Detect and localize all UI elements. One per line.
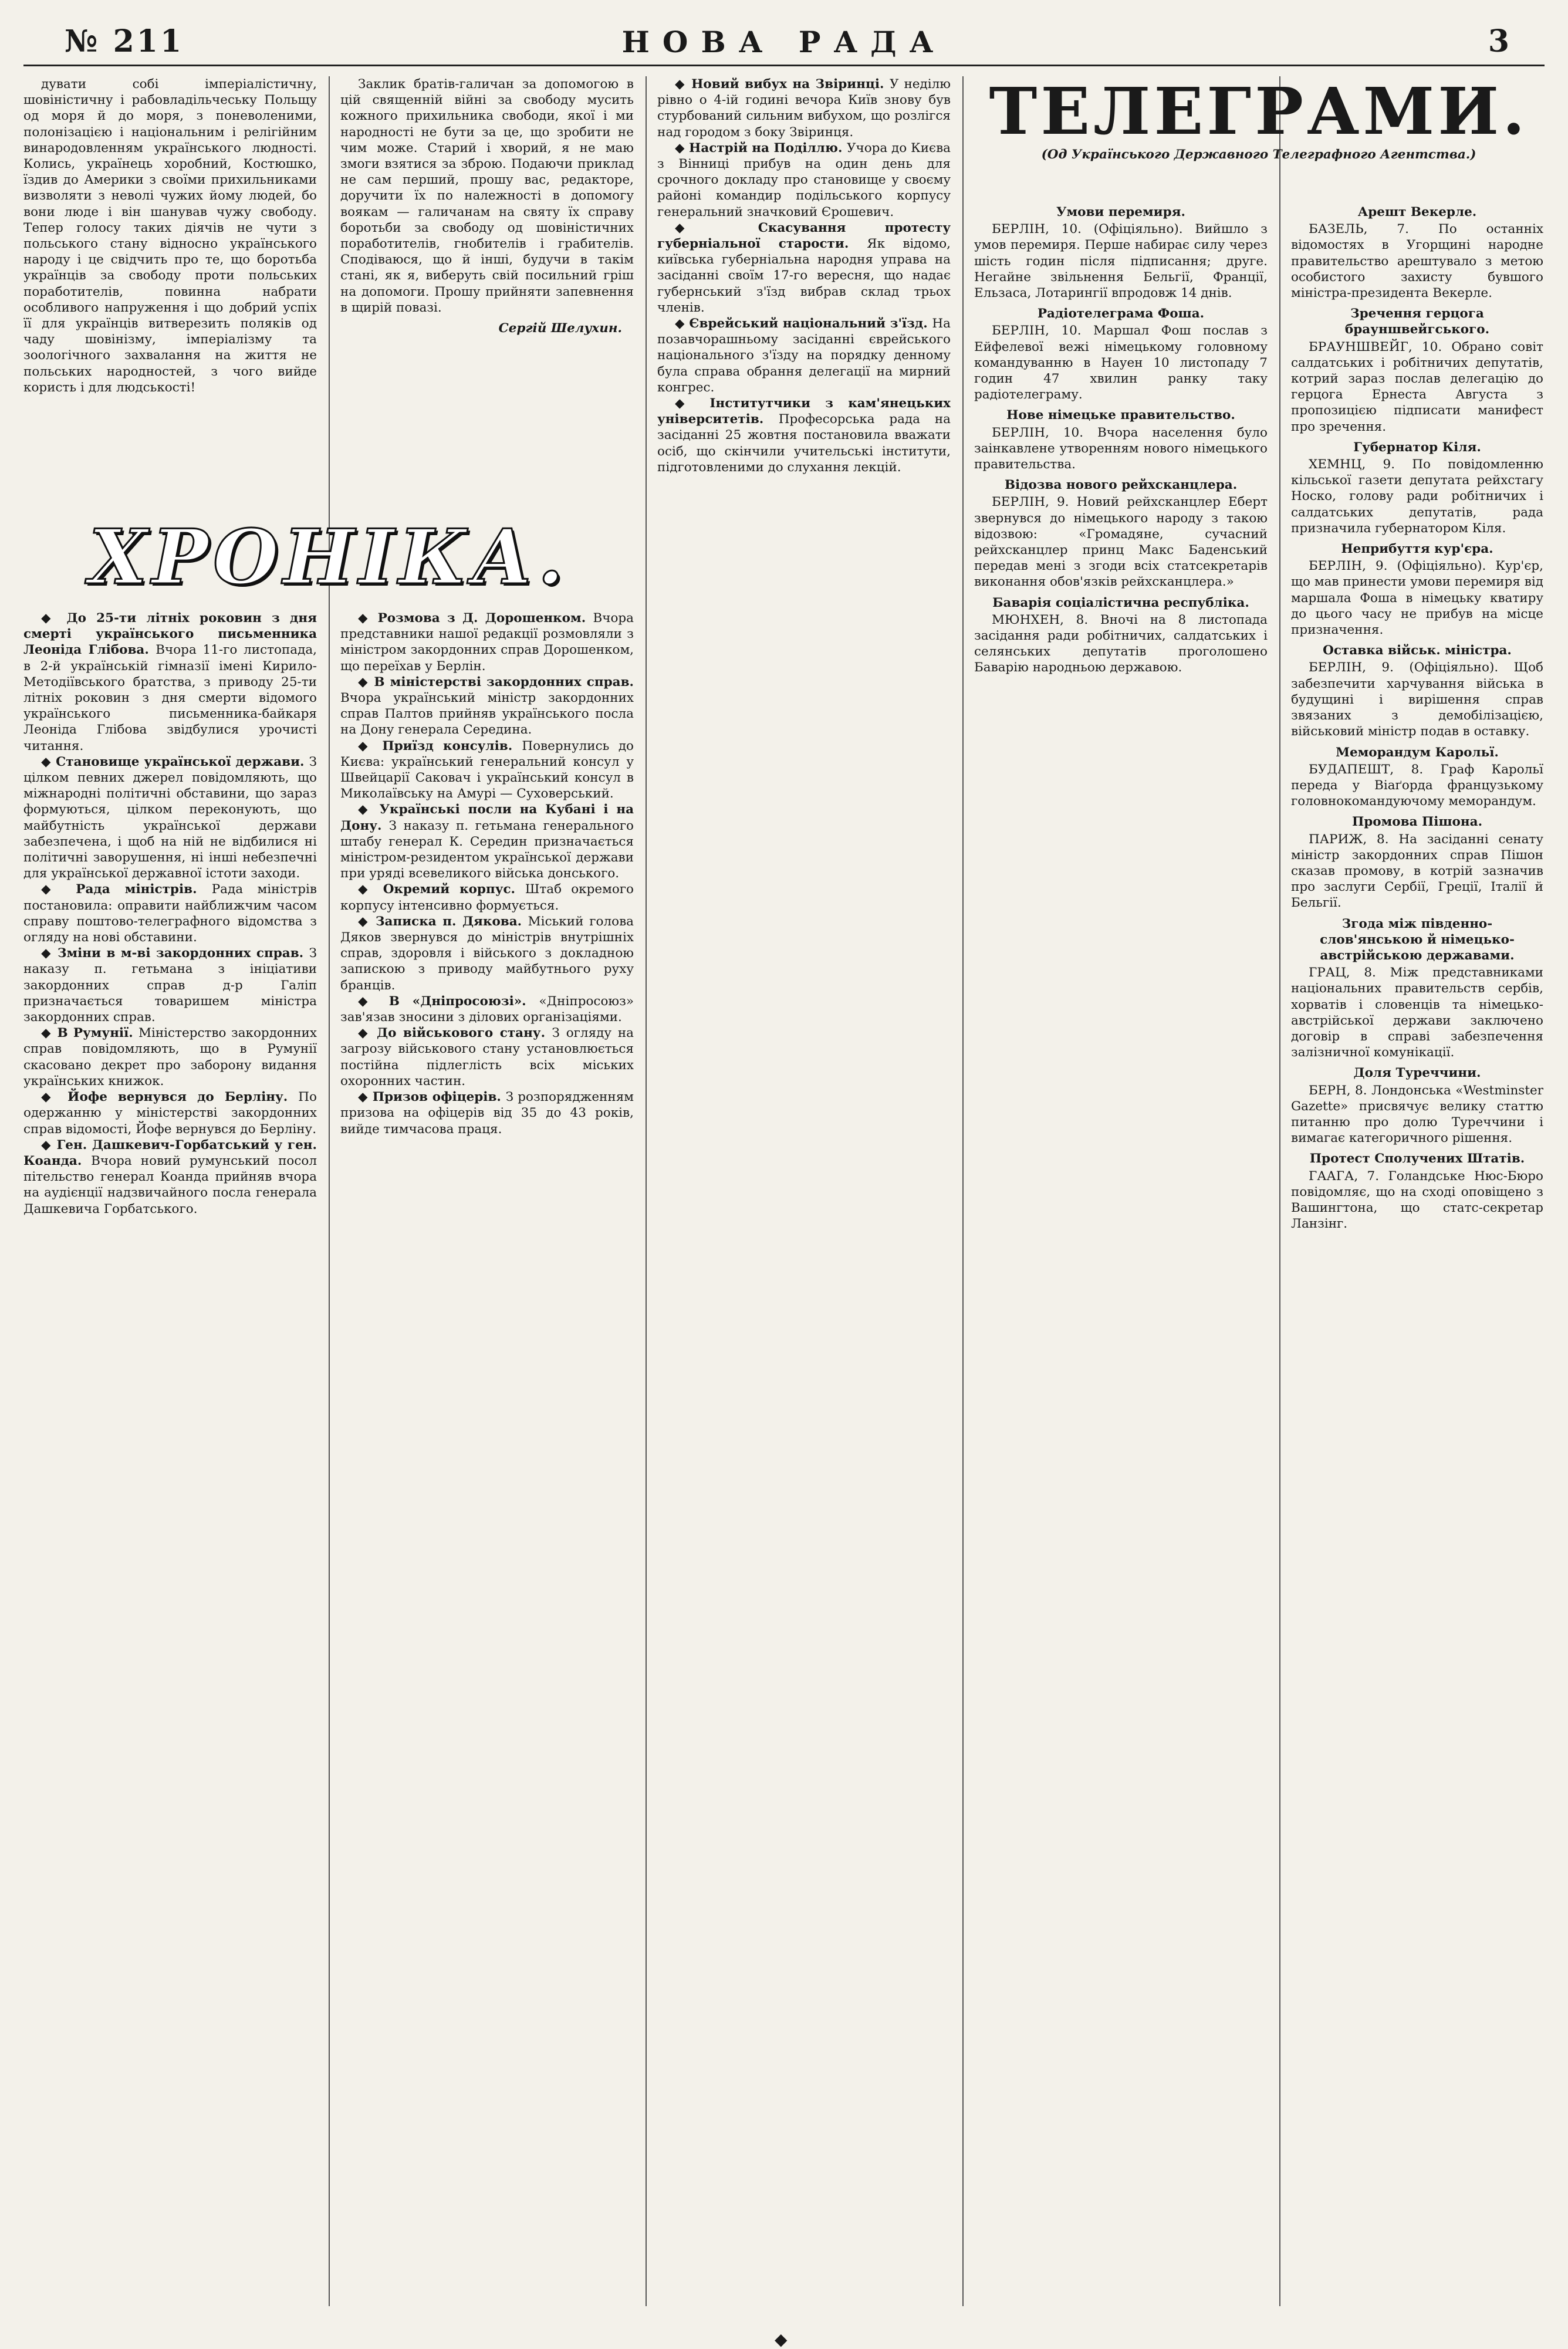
news-item-text: У неділю рівно о 4-ій годині вечора Київ знову був стурбований сильним вибухом, що розлігся над городом з боку Звіринця. [657, 77, 951, 140]
news-item-heading: ◆ Розмова з Д. Дорошенком. [358, 611, 593, 626]
telegram-heading: Умови перемиря. [1056, 205, 1185, 219]
news-item [23, 881, 317, 945]
news-item-heading: ◆ Інститутчики з кам'янецьких університетів. [657, 396, 951, 427]
telegram-text: БАЗЕЛЬ, 7. По останніх відомостях в Угорщині народне правительство арештувало з метою особистого захисту бувшого міністра-президента Векерле. [1291, 222, 1543, 301]
news-item [23, 754, 317, 882]
telegram-text: БЕРЛІН, 9. (Офіціяльно). Кур'єр, що мав принести умови перемиря від маршала Фоша в німецьку кватиру до цього часу не прибув на місце призначення. [1291, 559, 1543, 638]
telegram-heading: Оставка військ. міністра. [1323, 643, 1512, 658]
news-item-heading: ◆ Йофе вернувся до Берліну. [41, 1090, 299, 1105]
telegram-text: ГААГА, 7. Голандське Нюс-Бюро повідомляє, що на сході оповіщено з Вашингтона, що статс-секретар Ланзінг. [1291, 1168, 1543, 1232]
news-item [340, 802, 634, 881]
news-item-text: З наказу п. гетьмана з ініціативи закордонних справ д-р Галіп призначається товаришем міністра закордонних справ. [23, 946, 317, 1025]
news-item-text: З розпорядженням призова на офіцерів від 35 до 43 років, вийде тимчасова праця. [340, 1090, 634, 1137]
news-item [23, 1089, 317, 1137]
telegram-text: БЕРЛІН, 10. Маршал Фош послав з Ейфелевої вежі німецькому головному командуванню в Науен 10 листопаду 7 годин 47 хвилин ранку таку радіотелеграму. [974, 323, 1268, 403]
telegram-heading: Зречення герцога брауншвейгського. [1344, 306, 1490, 337]
telegram-heading: Промова Пішона. [1351, 814, 1483, 830]
news-item-heading: ◆ До військового стану. [358, 1026, 552, 1041]
news-item [23, 1025, 317, 1089]
signature: Сергій Шелухин. [498, 321, 622, 336]
column-rule [329, 76, 330, 2306]
newspaper-page [23, 23, 1545, 2349]
news-item [657, 396, 951, 475]
telegrams-column-2 [1291, 200, 1543, 2312]
article-text: Заклик братів-галичан за допомогою в цій священній війні за свободу мусить кожного прихильника свободи, якої і ми народності не бути за це, що зробити не чим може. Старий і хворий, я не маю змоги взятися за зброю. Подаючи приклад не сам перший, прошу вас, редакторе, доручити їх по належності в допомогу воякам — галичанам на святу їх справу боротьби за свободу од шовіністичних поработителів, гнобителів і грабителів. Сподіваюся, що й інші, будучи в такім стані, як я, виберуть свій посильний гріш на допомоги. Прошу прийняти запевнення в щирій повазі. [340, 77, 634, 315]
telegram-heading: Радіотелеграма Фоша. [1037, 306, 1205, 322]
news-item-text: З цілком певних джерел повідомляють, що міжнародні політичні обставини, що зараз формуються, цілком переконують, що майбутність української держави забезпечена, і щоб на ній не відбилися ні політичні заворушення, ні інші небезпечні для української державної істоти заходи. [23, 754, 317, 881]
news-item-heading: ◆ Приїзд консулів. [358, 738, 522, 753]
news-item [23, 945, 317, 1025]
news-item [340, 1025, 634, 1089]
footer-ornament: ◆ [775, 2330, 788, 2349]
telegram-heading: Баварія соціалістична республіка. [992, 595, 1249, 610]
news-item-text: Як відомо, київська губерніальна народня управа на засіданні своїм 17-го вересня, що надає губернський з'їзд вибрав склад трьох членів. [657, 236, 951, 315]
telegram-heading: Меморандум Карольї. [1336, 745, 1499, 760]
news-item-heading: ◆ В «Дніпросоюзі». [358, 993, 539, 1009]
telegram-text: БЕРЛІН, 9. Новий рейхсканцлер Еберт звернувся до німецького народу з такою відозвою: «Громадяне, сучасний рейхсканцлер принц Макс Баденський передав мені з згоди всіх статсекретарів виконання обов'язків рейхсканцлера.» [974, 495, 1268, 590]
telegram-text: МЮНХЕН, 8. Вночі на 8 листопада засідання ради робітничих, салдатських і селянських депутатів проголошено Баварію народньою державою. [974, 612, 1268, 675]
telegrams-header [974, 76, 1543, 194]
news-item-text: З огляду на загрозу військового стану установлюється постійна підлеглість всіх міських охоронних частин. [340, 1026, 634, 1089]
news-item [657, 76, 951, 140]
news-item-text: Штаб окремого корпусу інтенсивно формується. [340, 882, 634, 913]
news-item [23, 1137, 317, 1217]
news-item-heading: ◆ Новий вибух на Звіринці. [675, 77, 890, 92]
news-item-heading: ◆ Рада міністрів. [41, 882, 212, 897]
chronika-column-2 [340, 610, 634, 2312]
news-item [340, 881, 634, 913]
news-item-heading: ◆ В міністерстві закордонних справ. [358, 674, 634, 690]
telegram-text: ГРАЦ, 8. Між представниками національних правительств сербів, хорватів і словенців та німецько-австрійської держави заключено договір в справі забезпечення залізничної комунікації. [1291, 965, 1543, 1060]
telegram-heading: Відозва нового рейхсканцлера. [1004, 478, 1238, 493]
telegram-heading: Неприбуття кур'єра. [1341, 542, 1493, 557]
news-item-heading: ◆ В Румунії. [41, 1026, 138, 1041]
news-item-text: Міністерство закордонних справ повідомляють, що в Румунії скасовано декрет про заборону видання українських книжок. [23, 1026, 317, 1089]
news-item-heading: ◆ Скасування протесту губерніальної старости. [657, 220, 951, 252]
news-item [340, 674, 634, 738]
news-item-heading: ◆ Ген. Дашкевич-Горбатський у ген. Коанда. [23, 1137, 317, 1168]
telegrams-column-1 [974, 200, 1268, 2312]
masthead [23, 23, 1545, 66]
news-item [657, 140, 951, 220]
telegram-heading: Протест Сполучених Штатів. [1309, 1151, 1525, 1167]
news-item-text: Рада міністрів постановила: оправити найближчим часом справу поштово-телеграфного відомства з огляду на нові обставини. [23, 882, 317, 945]
news-item-heading: ◆ Єврейський національний з'їзд. [675, 316, 932, 332]
news-item-text: З наказу п. гетьмана генерального штабу генерал К. Середин призначається міністром-резидентом української держави при уряді всевеликого війська донського. [340, 818, 634, 881]
telegram-text: БЕРЛІН, 9. (Офіціяльно). Щоб забезпечити харчування війська в будущині і вирішення справ звязаних з демобілізацією, військовий міністр подав в оставку. [1291, 660, 1543, 739]
news-item-text: Вчора український міністр закордонних справ Палтов прийняв українського посла на Дону генерала Середина. [340, 691, 634, 738]
news-item-heading: ◆ До 25-ти літніх роковин з дня смерті українського письменника Леоніда Глібова. [23, 611, 317, 658]
telegram-text: ХЕМНЦ, 9. По повідомленню кільської газети депутата рейхстагу Носко, голову ради робітничих і салдатських депутатів, рада призначила губернатором Кіля. [1291, 457, 1543, 536]
chronika-column-1 [23, 610, 317, 2312]
chronika-column-3 [657, 76, 951, 2312]
news-item [340, 738, 634, 802]
news-item [340, 914, 634, 993]
telegrams-title: ТЕЛЕГРАМИ. [989, 76, 1529, 149]
column-rule [646, 76, 647, 2306]
news-item [657, 316, 951, 396]
telegram-heading: Арешт Векерле. [1357, 205, 1477, 219]
article-top-col2 [340, 76, 634, 511]
news-item [23, 610, 317, 754]
news-item-heading: ◆ Українські посли на Кубані і на Дону. [340, 802, 634, 833]
news-item-heading: ◆ Окремий корпус. [358, 882, 525, 897]
news-item [657, 220, 951, 316]
telegram-heading: Нове німецьке правительство. [1006, 408, 1235, 423]
telegram-heading: Згода між південно-слов'янською й німецько-австрійською державами. [1320, 916, 1515, 963]
telegram-text: ПАРИЖ, 8. На засіданні сенату міністр закордонних справ Пішон сказав промову, в котрій зазначив про заслуги Сербії, Греції, Італії й Бельгії. [1291, 832, 1543, 911]
news-item-heading: ◆ Настрій на Поділлю. [675, 140, 847, 156]
news-item-text: Професорська рада на засіданні 25 жовтня постановила вважати осіб, що скінчили учительські інститути, підготовленими до слухання лекцій. [657, 412, 951, 475]
news-item [340, 1089, 634, 1137]
news-item-text: Вчора 11-го листопада, в 2-й українській гімназії імені Кирило-Методіївського братства, з приводу 25-ти літніх роковин з дня смерти відомого українського письменника-байкаря Леоніда Глібова звідбулися урочисті читання. [23, 643, 317, 753]
page-number: 3 [1488, 23, 1509, 59]
news-item-text: По одержанню у міністерстві закордонних справ відомості, Йофе вернувся до Берліну. [23, 1090, 317, 1137]
news-item [340, 993, 634, 1025]
telegram-text: БЕРЛІН, 10. (Офіціяльно). Вийшло з умов перемиря. Перше набирає силу через шість годин після підписання; друге. Негайне звільнення Бельгії, Франції, Ельзаса, Лотарингії впродовж 14 днів. [974, 222, 1268, 301]
news-item-text: Вчора представники нашої редакції розмовляли з міністром закордонних справ Дорошенком, що переїхав у Берлін. [340, 611, 634, 674]
column-rule [1279, 76, 1280, 2306]
article-top-col1 [23, 76, 317, 511]
column-rule [962, 76, 964, 2306]
telegram-heading: Доля Туреччини. [1353, 1066, 1481, 1081]
article-text: дувати собі імперіалістичну, шовіністичну і рабовладільчеську Польщу од моря й до моря, з поневоленими, полонізацією і національним і релігійним винародовленням українського людності. Колись, українець хоробний, Костюшко, їздив до Америки з своїми прихильниками визволяти з неволі чужих йому людей, бо вони люде і він шанував чужу свободу. Тепер голосу таких діячів не чути з польського стану відносно українського народу і це свідчить про те, що боротьба українців за свободу проти польських поработителів, повинна набрати особливого напруження і що добрий успіх її для українців витверезить поляків од чаду шовінізму, імперіалізму та зоологічного захвалання на життя не польських народностей, з чого вийде користь і для людськості! [23, 77, 317, 395]
telegram-text: БУДАПЕШТ, 8. Граф Карольї переда у Віаґорда французькому головнокомандуючому меморандум. [1291, 762, 1543, 809]
telegram-heading: Губернатор Кіля. [1353, 440, 1481, 455]
news-item-text: Повернулись до Києва: український генеральний консул у Швейцарії Саковач і український консул в Миколаївську на Амурі — Суховерський. [340, 738, 634, 802]
news-item-text: «Дніпросоюз» зав'язав зносини з ділових організаціями. [340, 993, 634, 1025]
telegrams-subtitle: (Од Українського Державного Телеграфного Агентства.) [1041, 147, 1476, 162]
issue-number: № 211 [65, 23, 184, 59]
news-item-text: Учора до Києва з Вінниці прибув на один день для срочного докладу про становище у своєму районі командир подільського корпусу генеральний значковий Єрошевич. [657, 140, 951, 219]
telegram-text: БЕРЛІН, 10. Вчора населення було заінкавлене утворенням нового німецького правительства. [974, 425, 1268, 472]
news-item-heading: ◆ Становище української держави. [41, 754, 309, 769]
telegram-text: БЕРН, 8. Лондонська «Westminster Gazette» присвячує велику статтю питанню про долю Туреччини і вимагає категоричного рішення. [1291, 1083, 1543, 1146]
chronika-heading: ХРОНІКА. [89, 513, 569, 601]
news-item-text: Міський голова Дяков звернувся до міністрів внутрішніх справ, здоровля і війського з докладною запискою з приводу майбутнього руху бранців. [340, 914, 634, 993]
telegram-text: БРАУНШВЕЙГ, 10. Обрано совіт салдатських і робітничих депутатів, котрий зараз послав делегацію до герцога Ернеста Августа з пропозицією підписати манифест про зречення. [1291, 339, 1543, 434]
news-item-text: На позавчорашньому засіданні єврейського національного з'їзду на порядку денному була справа обрання делегації на мирний конгрес. [657, 316, 951, 395]
news-item-heading: ◆ Зміни в м-ві закордонних справ. [41, 946, 309, 961]
newspaper-title: НОВА РАДА [621, 25, 947, 59]
news-item-heading: ◆ Призов офіцерів. [358, 1090, 506, 1105]
news-item-heading: ◆ Записка п. Дякова. [358, 914, 528, 929]
news-item-text: Вчора новий румунський посол пітельство генерал Коанда прийняв вчора на аудієнції надзвичайного посла генерала Дашкевича Горбатського. [23, 1153, 317, 1216]
news-item [340, 610, 634, 674]
